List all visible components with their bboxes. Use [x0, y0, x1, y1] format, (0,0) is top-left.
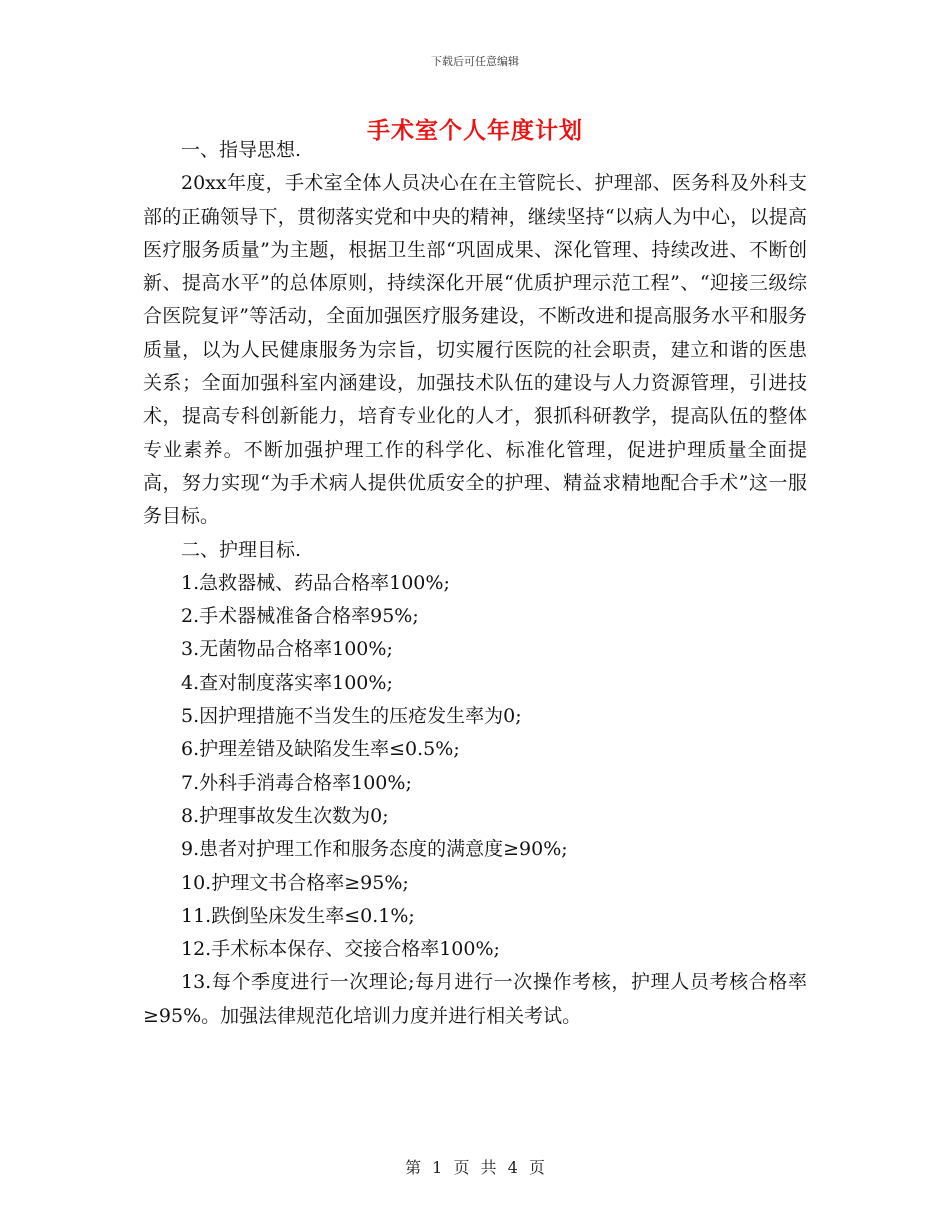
- page-number-footer: 第 1 页 共 4 页: [405, 1158, 545, 1177]
- list-item: 5.因护理措施不当发生的压疮发生率为0;: [181, 705, 522, 728]
- nursing-goals-list: [143, 567, 807, 1033]
- list-item: 8.护理事故发生次数为0;: [181, 804, 389, 827]
- list-item: 4.查对制度落实率100%;: [181, 671, 393, 694]
- document-body: [143, 134, 807, 1033]
- list-item: 3.无菌物品合格率100%;: [181, 638, 393, 661]
- header-note: 下载后可任意编辑: [431, 55, 519, 68]
- list-item: 7.外科手消毒合格率100%;: [181, 771, 412, 794]
- list-item: 11.跌倒坠床发生率≤0.1%;: [181, 904, 415, 927]
- list-item: 6.护理差错及缺陷发生率≤0.5%;: [181, 738, 460, 761]
- list-item: 13.每个季度进行一次理论;每月进行一次操作考核，护理人员考核合格率≥95%。加强法律规范化培训力度并进行相关考试。: [143, 971, 807, 1027]
- section-heading-guiding-thought: 一、指导思想.: [181, 139, 302, 161]
- section-heading-nursing-goals: 二、护理目标.: [181, 538, 302, 561]
- document-title: 手术室个人年度计划: [367, 117, 583, 144]
- list-item: 12.手术标本保存、交接合格率100%;: [181, 938, 500, 961]
- list-item: 2.手术器械准备合格率95%;: [181, 605, 419, 628]
- list-item: 10.护理文书合格率≥95%;: [181, 871, 409, 894]
- list-item: 9.患者对护理工作和服务态度的满意度≥90%;: [181, 838, 568, 861]
- guiding-thought-paragraph: 20xx年度，手术室全体人员决心在在主管院长、护理部、医务科及外科支部的正确领导下，贯彻落实党和中央的精神，继续坚持“以病人为中心，以提高医疗服务质量”为主题，根据卫生部“巩固成果、深化管理、持续改进、不断创新、提高水平”的总体原则，持续深化开展“优质护理示范工程”、“迎接三级综合医院复评”等活动，全面加强医疗服务建设，不断改进和提高服务水平和服务质量，以为人民健康服务为宗旨，切实履行医院的社会职责，建立和谐的医患关系；全面加强科室内涵建设，加强技术队伍的建设与人力资源管理，引进技术，提高专科创新能力，培育专业化的人才，狠抓科研教学，提高队伍的整体专业素养。不断加强护理工作的科学化、标准化管理，促进护理质量全面提高，努力实现“为手术病人提供优质安全的护理、精益求精地配合手术”这一服务目标。: [143, 172, 807, 528]
- list-item: 1.急救器械、药品合格率100%;: [181, 571, 450, 594]
